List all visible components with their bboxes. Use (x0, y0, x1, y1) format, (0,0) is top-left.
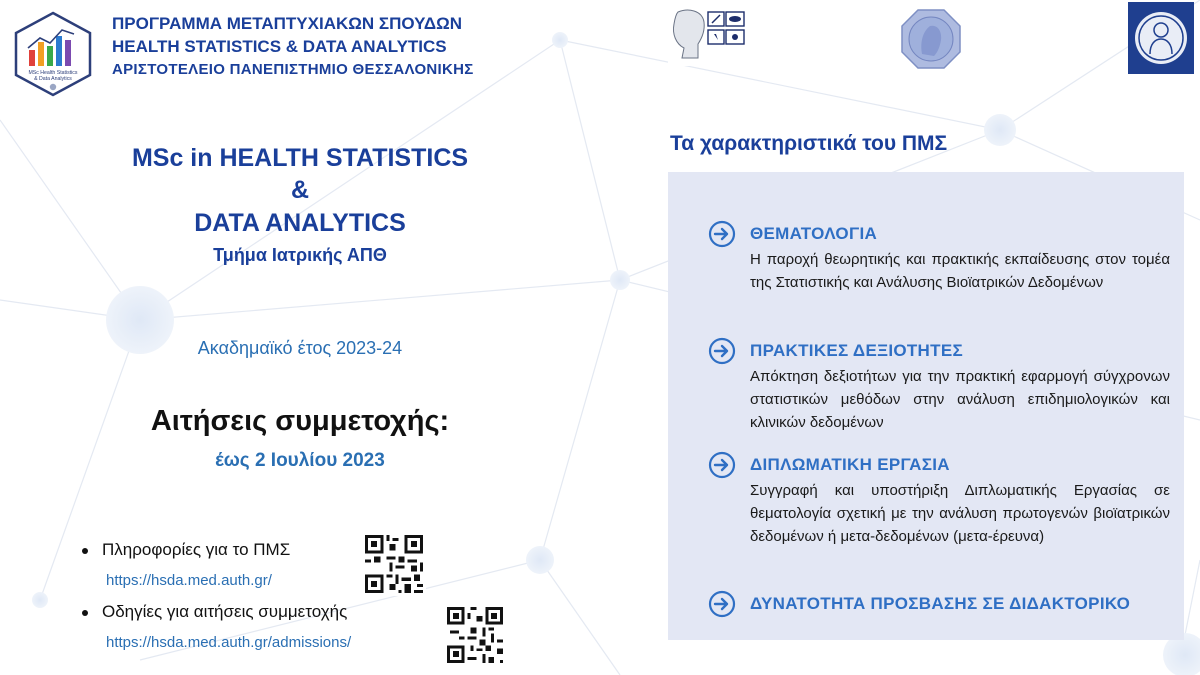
medical-faculty-logo (668, 4, 748, 66)
feature-title: ΘΕΜΑΤΟΛΟΓΙΑ (750, 224, 878, 243)
feature-description: Απόκτηση δεξιοτήτων για την πρακτική εφαρμογή σύγχρονων στατιστικών μεθόδων στην ανάλυση επιδημιολογικών και κλινικών δεδομένων (750, 368, 1170, 431)
feature-title: ΠΡΑΚΤΙΚΕΣ ΔΕΞΙΟΤΗΤΕΣ (750, 341, 963, 360)
header-line-1: ΠΡΟΓΡΑΜΜΑ ΜΕΤΑΠΤΥΧΙΑΚΩΝ ΣΠΟΥΔΩΝ (112, 14, 463, 33)
arrow-right-circle-icon (708, 337, 736, 365)
applications-heading: Αιτήσεις συμμετοχής: (150, 405, 450, 437)
academic-year: Ακαδημαϊκό έτος 2023-24 (197, 338, 403, 358)
info-qr-code[interactable] (362, 532, 426, 596)
info-bullet (82, 540, 290, 560)
arrow-right-circle-icon (708, 220, 736, 248)
program-title-line-1: MSc in HEALTH STATISTICS (131, 144, 469, 172)
auth-logo-icon (1128, 2, 1194, 74)
program-logo-icon (12, 10, 94, 98)
feature-item (708, 337, 1170, 434)
feature-description: Συγγραφή και υποστήριξη Διπλωματικής Εργασίας σε θεματολογία σχετική με την ανάλυση πρωτογενών βιοϊατρικών δεδομένων ή μετα-δεδομένων (μετα-έρευνα) (750, 482, 1170, 545)
header-line-3: ΑΡΙΣΤΟΤΕΛΕΙΟ ΠΑΝΕΠΙΣΤΗΜΙΟ ΘΕΣΣΑΛΟΝΙΚΗΣ (112, 61, 474, 78)
feature-title: ΔΥΝΑΤΟΤΗΤΑ ΠΡΟΣΒΑΣΗΣ ΣΕ ΔΙΔΑΚΤΟΡΙΚΟ (750, 594, 1131, 613)
qr-code-icon (362, 532, 426, 596)
feature-item (708, 451, 1170, 548)
arrow-right-circle-icon (708, 451, 736, 479)
department-name: Τμήμα Ιατρικής ΑΠΘ (213, 245, 387, 265)
program-title-block (80, 142, 520, 268)
svg-text:MSc Health Statistics: MSc Health Statistics (28, 70, 78, 76)
applications-deadline: έως 2 Ιουλίου 2023 (215, 450, 385, 471)
info-link[interactable]: https://hsda.med.auth.gr/ (106, 572, 272, 589)
header-titles (112, 12, 552, 81)
university-seal (900, 8, 962, 70)
feature-item (708, 220, 1170, 294)
features-title: Τα χαρακτηριστικά του ΠΜΣ (670, 132, 948, 155)
feature-title: ΔΙΠΛΩΜΑΤΙΚΗ ΕΡΓΑΣΙΑ (750, 455, 950, 474)
program-title-line-3: DATA ANALYTICS (194, 209, 406, 237)
bullet-dot (82, 548, 88, 554)
program-logo (12, 10, 94, 98)
svg-text:& Data Analytics: & Data Analytics (34, 76, 72, 82)
arrow-right-circle-icon (708, 590, 736, 618)
admissions-link[interactable]: https://hsda.med.auth.gr/admissions/ (106, 634, 352, 651)
admissions-qr-code[interactable] (444, 604, 506, 666)
header-line-2: HEALTH STATISTICS & DATA ANALYTICS (112, 37, 447, 56)
admissions-bullet-label: Οδηγίες για αιτήσεις συμμετοχής (102, 602, 348, 621)
admissions-bullet (82, 602, 347, 622)
university-seal-icon (900, 8, 962, 70)
medical-faculty-logo-icon (668, 4, 748, 66)
bullet-dot (82, 610, 88, 616)
info-bullet-label: Πληροφορίες για το ΠΜΣ (102, 540, 291, 559)
auth-logo (1128, 2, 1194, 74)
feature-description: Η παροχή θεωρητικής και πρακτικής εκπαίδευσης στον τομέα της Στατιστικής και Ανάλυσης Βιοϊατρικών Δεδομένων (750, 251, 1170, 291)
program-title-line-2: & (290, 176, 310, 204)
qr-code-icon (444, 604, 506, 666)
feature-item (708, 590, 1170, 618)
